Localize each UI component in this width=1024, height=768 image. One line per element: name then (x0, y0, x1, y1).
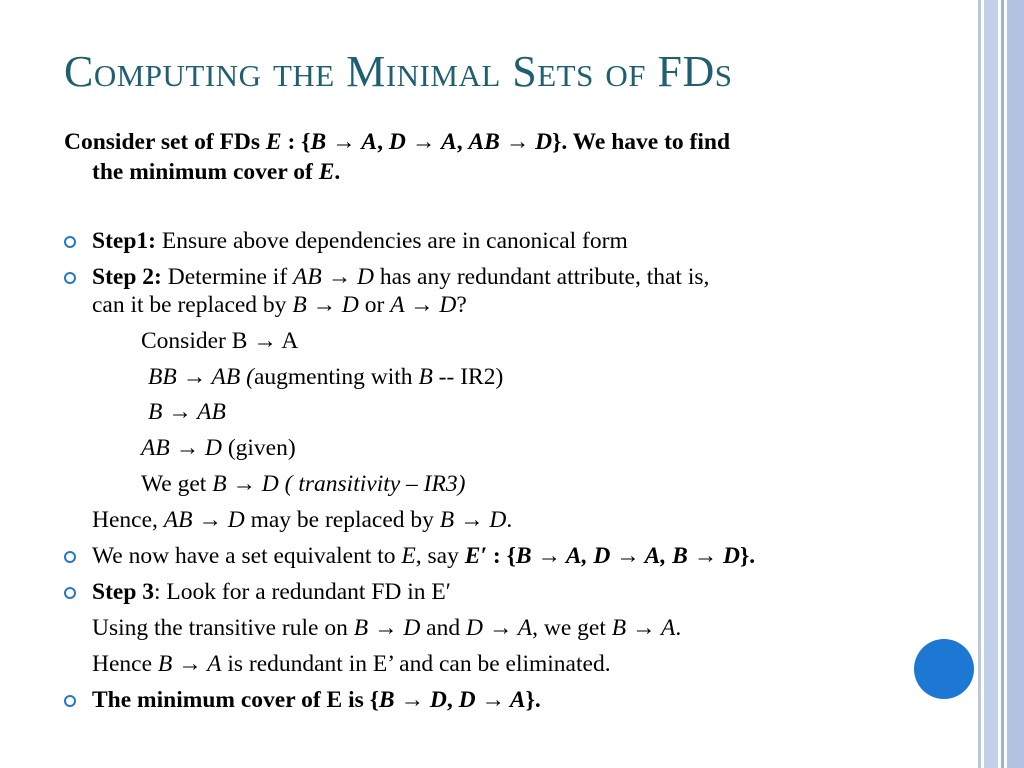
bullet-icon (64, 587, 76, 599)
conclusion-line: The minimum cover of E is {B → D, D → A}. (92, 687, 541, 713)
step3-line-1: Step 3: Look for a redundant FD in E′ (92, 579, 451, 605)
equivalent-set-line: We now have a set equivalent to E, say E′ : {B → A, D → A, B → D}. (92, 543, 756, 569)
slide-title: Computing the Minimal Sets of FDs (64, 47, 733, 96)
stripe (984, 0, 998, 768)
step2-line-2: can it be replaced by B → D or A → D? (92, 292, 467, 318)
bullet-icon (64, 272, 76, 284)
derivation-line-6: Hence, AB → D may be replaced by B → D. (92, 507, 513, 533)
step3-line-3: Hence B → A is redundant in E’ and can be eliminated. (92, 651, 611, 677)
decorative-stripes (978, 0, 1024, 768)
stripe (1007, 0, 1024, 768)
derivation-line-2: BB → AB (augmenting with B -- IR2) (148, 364, 504, 390)
step3-line-2: Using the transitive rule on B → D and D → A, we get B → A. (92, 615, 682, 641)
bullet-icon (64, 695, 76, 707)
step2-line-1: Step 2: Determine if AB → D has any redundant attribute, that is, (92, 264, 710, 290)
step1-line: Step1: Ensure above dependencies are in canonical form (92, 228, 628, 254)
bullet-icon (64, 551, 76, 563)
derivation-line-3: B → AB (148, 399, 226, 425)
stripe (978, 0, 981, 768)
intro-line-2: the minimum cover of E. (92, 159, 341, 185)
derivation-line-4: AB → D (given) (141, 435, 296, 461)
decorative-circle (914, 639, 974, 699)
bullet-icon (64, 236, 76, 248)
stripe (1001, 0, 1004, 768)
intro-line-1: Consider set of FDs E : {B → A, D → A, AB → D}. We have to find (64, 129, 731, 155)
derivation-line-1: Consider B → A (141, 328, 299, 354)
derivation-line-5: We get B → D ( transitivity – IR3) (141, 471, 466, 497)
